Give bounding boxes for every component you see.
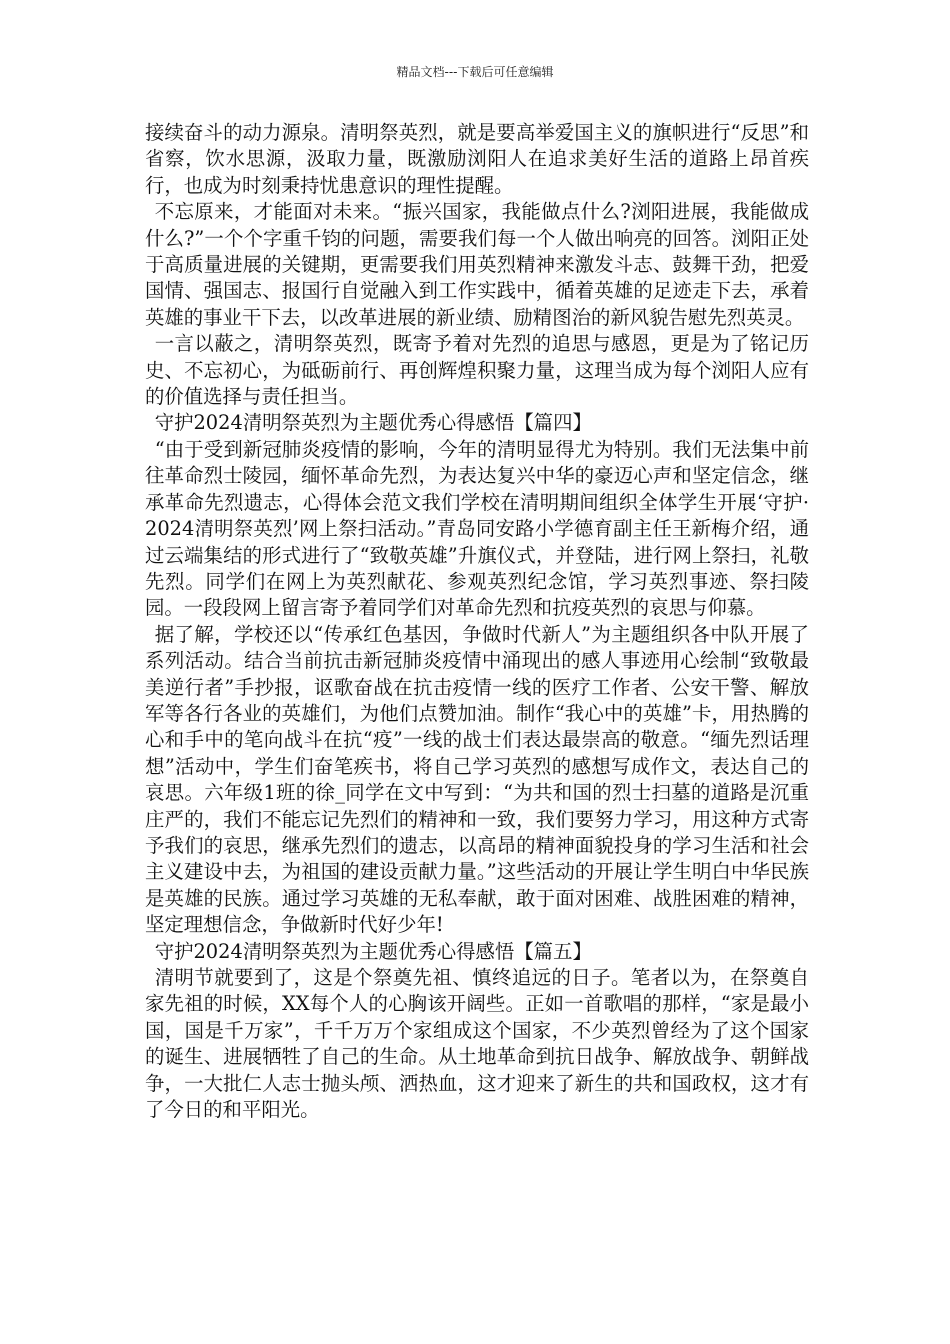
paragraph-not-forget-origin: 不忘原来，才能面对未来。“振兴国家，我能做点什么?浏阳进展，我能做成什么?”一个个字重千钧的问题，需要我们每一个人做出响亮的回答。浏阳正处于高质量进展的关键期，更需要我们用英烈精神来激发斗志、鼓舞干劲，把爱国情、强国志、报国行自觉融入到工作实践中，循着英雄的足迹走下去，承着英雄的事业干下去，以改革进展的新业绩、励精图治的新风貌告慰先烈英灵。 (145, 200, 809, 329)
section-heading-part-four: 守护2024清明祭英烈为主题优秀心得感悟【篇四】 (154, 411, 592, 435)
page-header: 精品文档---下载后可任意编辑 (396, 65, 554, 79)
paragraph-in-a-word: 一言以蔽之，清明祭英烈，既寄予着对先烈的追思与感恩，更是为了铭记历史、不忘初心，为砥砺前行、再创辉煌积聚力量，这理当成为每个浏阳人应有的价值选择与责任担当。 (145, 332, 809, 409)
paragraph-qingming-festival: 清明节就要到了，这是个祭奠先祖、慎终追远的日子。笔者以为，在祭奠自家先祖的时候，XX每个人的心胸该开阔些。正如一首歌唱的那样，“家是最小国，国是千万家”，千千万万个家组成这个国家，不少英烈曾经为了这个国家的诞生、进展牺牲了自己的生命。从土地革命到抗日战争、解放战争、朝鲜战争，一大批仁人志士抛头颅、洒热血，这才迎来了新生的共和国政权，这才有了今日的和平阳光。 (145, 966, 809, 1122)
paragraph-continuation: 接续奋斗的动力源泉。清明祭英烈，就是要高举爱国主义的旗帜进行“反思”和省察，饮水思源，汲取力量，既激励浏阳人在追求美好生活的道路上昂首疾行，也成为时刻秉持忧患意识的理性提醒。 (145, 121, 809, 197)
section-heading-part-five: 守护2024清明祭英烈为主题优秀心得感悟【篇五】 (154, 939, 592, 963)
paragraph-school-activities: 据了解，学校还以“传承红色基因，争做时代新人”为主题组织各中队开展了系列活动。结合当前抗击新冠肺炎疫情中涌现出的感人事迹用心绘制“致敬最美逆行者”手抄报，讴歌奋战在抗击疫情一线的医疗工作者、公安干警、解放军等各行各业的英雄们，为他们点赞加油。制作“我心中的英雄”卡，用热腾的心和手中的笔向战斗在抗“疫”一线的战士们表达最崇高的敬意。“缅先烈话理想”活动中，学生们奋笔疾书，将自己学习英烈的感想写成作文，表达自己的哀思。六年级1班的徐_同学在文中写到：“为共和国的烈士扫墓的道路是沉重庄严的，我们不能忘记先烈们的精神和一致，我们要努力学习，用这种方式寄予我们的哀思，继承先烈们的遗志，以高昂的精神面貌投身的学习生活和社会主义建设中去，为祖国的建设贡献力量。”这些活动的开展让学生明白中华民族是英雄的民族。通过学习英雄的无私奉献，敢于面对困难、战胜困难的精神，坚定理想信念，争做新时代好少年! (145, 622, 809, 937)
document-body (145, 120, 809, 1123)
paragraph-online-tribute: “由于受到新冠肺炎疫情的影响，今年的清明显得尤为特别。我们无法集中前往革命烈士陵园，缅怀革命先烈，为表达复兴中华的豪迈心声和坚定信念，继承革命先烈遗志，心得体会范文我们学校在清明期间组织全体学生开展‘守护·2024清明祭英烈’网上祭扫活动。”青岛同安路小学德育副主任王新梅介绍，通过云端集结的形式进行了“致敬英雄”升旗仪式，并登陆，进行网上祭扫，礼敬先烈。同学们在网上为英烈献花、参观英烈纪念馆，学习英烈事迹、祭扫陵园。一段段网上留言寄予着同学们对革命先烈和抗疫英烈的哀思与仰慕。 (145, 437, 809, 620)
